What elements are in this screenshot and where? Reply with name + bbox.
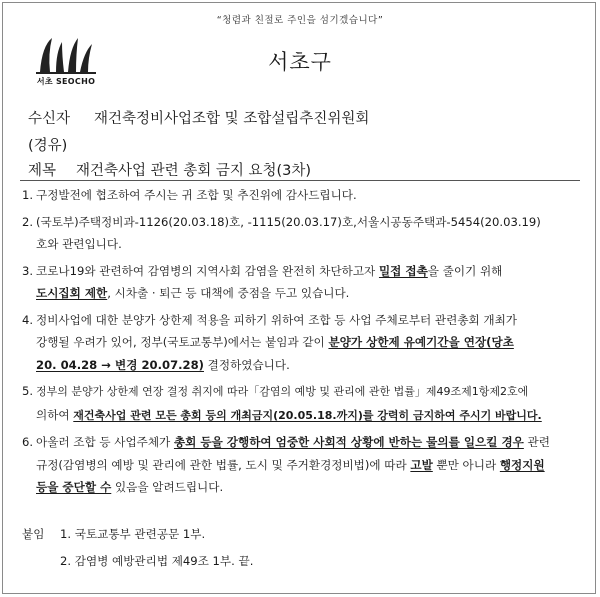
logo-text: 서초 SEOCHO <box>36 77 96 86</box>
via-line <box>28 134 67 155</box>
document-body <box>22 184 582 503</box>
attachment-2: 2. 감염병 예방관리법 제49조 1부. 끝. <box>60 554 254 568</box>
recipient-value: 재건축정비사업조합 및 조합설립추진위원회 <box>94 111 370 127</box>
paragraph-4: 4. 정비사업에 대한 분양가 상한제 적용을 피하기 위하여 조합 등 사업 주체로부터 관련총회 개최가 강행될 우려가 있어, 정부(국토교통부)에서는 붙임과 같이 분양가 상한제 유예기간을 연장(당초 20. 04.28 → 변경 20.07.28) 결정하였습니다. <box>22 312 518 372</box>
recipient-line <box>28 107 369 128</box>
paragraph-3: 3. 코로나19와 관련하여 감염병의 지역사회 감염을 완전히 차단하고자 밀접 접촉을 줄이기 위해 도시집회 제한, 시차출 · 퇴근 등 대책에 중점을 두고 있습니다. <box>22 263 503 300</box>
paragraph-5: 5. 정부의 분양가 상한제 연장 결정 취지에 따라「감염의 예방 및 관리에 관한 법률」제49조제1항제2호에 의하여 재건축사업 관련 모든 총회 등의 개최금지(20.05.18.까지)를 강력히 금지하여 주시기 바랍니다. <box>22 384 542 422</box>
paragraph-6: 6. 아울러 조합 등 사업주체가 총회 등을 강행하여 엄중한 사회적 상황에 반하는 물의를 일으킬 경우 관련 규정(감염병의 예방 및 관리에 관한 법률, 도시 및 주거환경정비법)에 따라 고발 뿐만 아니라 행정지원 등을 중단할 수 있음을 알려드립니다. <box>22 435 550 494</box>
attachment-1: 붙임 1. 국토교통부 관련공문 1부. <box>22 527 206 541</box>
via-label: (경유) <box>28 138 68 154</box>
attachment-label: 붙임 <box>22 527 45 541</box>
subject-value: 재건축사업 관련 총회 금지 요청(3차) <box>76 163 312 179</box>
org-name: 서초구 <box>268 50 332 74</box>
recipient-label: 수신자 <box>28 111 71 127</box>
subject-label: 제목 <box>28 163 57 179</box>
divider <box>20 180 580 181</box>
slogan: “청렴과 친절로 주인을 섬기겠습니다” <box>216 15 384 26</box>
paragraph-2: 2. (국토부)주택정비과-1126(20.03.18)호, -1115(20.03.17)호,서울시공동주택과-5454(20.03.19) 호와 관련입니다. <box>22 214 541 251</box>
subject-line <box>28 159 311 180</box>
paragraph-1: 1. 구정발전에 협조하여 주시는 귀 조합 및 추진위에 감사드립니다. <box>22 188 357 202</box>
